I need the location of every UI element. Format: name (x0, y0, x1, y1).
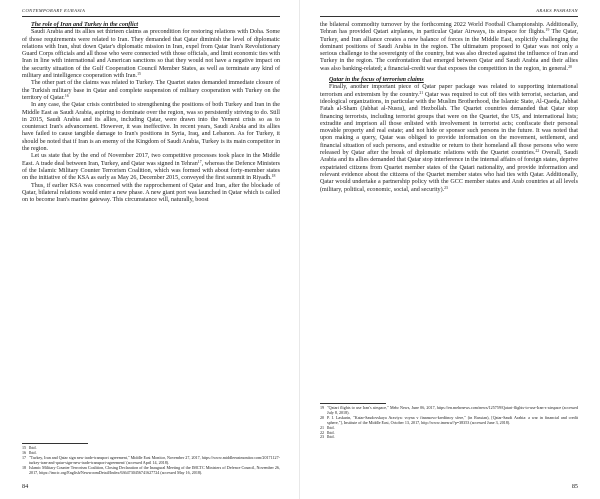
page-number-left: 84 (22, 483, 29, 490)
left-body-text (22, 22, 280, 204)
paragraph: Saudi Arabia and its allies set thirteen claims as precondition for restoring relations with Doha. Some of those requirements were related to Iran. They demanded that Qatar diminish the level of diplomatic relations with Iran, shut down Qatar's diplomatic mission in Iran, expel from Qatar Iran's Revolutionary Guard Corps officials and all those who were connected with those officials, and limit economic ties with Iran in line with international and American sanctions so that they would not have a negative impact on the security situation of the Gulf Cooperation Council Member States, as well as terminate any kind of military and intelligence cooperation with Iran.$^{15}$ (22, 29, 280, 80)
paragraph: Let us state that by the end of November 2017, two competitive processes took place in the Middle East. A trade deal between Iran, Turkey, and Qatar was signed in Tehran$^{17}$, whereas the Defence Ministers of the Islamic Military Counter Terrorism Coalition, which was formed with about forty-member states on the initiative of the KSA as early as May 26, December 2015, conveyed the first summit in Riyadh.$^{18}$ (22, 153, 281, 182)
footnotes-right (320, 403, 578, 440)
footnote: 21 Ibid. (320, 424, 335, 430)
footnote-ref[interactable]: 20 (568, 64, 572, 69)
right-body-text (320, 22, 578, 194)
footnote: 18 Islamic Military Counter Terrorism Coalition, Closing Declaration of the Inaugural Meeting of the IMCTC Ministers of Defence Council, November 26, 2017, https://imctc.org/English/NewsroomDetail/Index/6364730456741627724 (accessed May 16, 2018). (22, 464, 280, 475)
footnote-ref[interactable]: 21 (419, 90, 424, 95)
running-head-right: ARAKS PASHAYAN (536, 8, 578, 13)
right-page (300, 0, 600, 499)
header-rule (320, 16, 578, 17)
footnote: 16 Ibid. (22, 449, 37, 455)
footnote: 23 Ibid. (320, 434, 335, 440)
header-rule (22, 16, 280, 17)
paragraph: the bilateral commodity turnover by the forthcoming 2022 World Football Championship. Additionally, Tehran has provided Qatari airplanes, in particular Qatar Airways, its airspace for flights.$^{19}$ The Qatar, Turkey, and Iran alliance creates a new balance of forces in the Middle East, explicitly challenging the dominant positions of Saudi Arabia in the region. The ultimatum proposed to Qatar was not only a serious challenge to the sovereignty of the country, but was also directed against the influence of Iran and Turkey in the region. The confrontation that emerged between Qatar and Saudi Arabia and their allies was also banking-related; a financial-credit war that exposes the competition in the region, in general.$^{20}$ (320, 22, 578, 72)
footnote: 15 Ibid. (22, 445, 37, 450)
page-number-right: 85 (571, 483, 578, 490)
footnotes-left (22, 443, 280, 475)
footnote-ref[interactable]: 17 (197, 159, 202, 164)
footnote: 22 Ibid. (320, 429, 335, 435)
paragraph: Finally, another important piece of Qatar paper package was related to supporting international terrorism and extremism by the country.$^{21}$ Qatar was required to cut off ties with terrorist, sectarian, and ideological organizations, in particular with the Muslim Brotherhood, the Islamic State, Al-Qaeda, Jabhat Fatah al-Sham (Jabhat al-Nusra), and Hezbollah. The Quartet countries demanded that Qatar stop financing terrorists, including terrorist groups that were on the Quartet, the US, and international lists; extradite and imprison all those enlisted with involvement in terrorist acts; confiscate their personal movable property and real estate; and not hide or sponsor such persons in the future. It was noted that upon making a query, Qatar was obliged to provide information on the movement, settlement, and financial situation of such persons, and extradite or return to their homeland all those persons who were released by Qatar after the break of diplomatic relations with the Quartet countries.$^{22}$ Overall, Saudi Arabia and its allies demanded that Qatar stop interference in the internal affairs of foreign states, deprive expatriated citizens from Quartet member states of the Qatari nationality, and provide information and relevant evidence about the citizens of the Quartet member states who had ties with Qatar. Additionally, Qatar would undertake a partnership policy with the GCC member states and Arab countries at all levels (military, political, economic, social, and security).$^{23}$ (320, 84, 578, 193)
footnote-ref[interactable]: 18 (271, 174, 276, 179)
section-heading: The role of Iran and Turkey in the conflict (31, 22, 139, 28)
paragraph: In any case, the Qatar crisis contributed to strengthening the positions of both Turkey and Iran in the Middle East as Saudi Arabia, aspiring to dominate over the region, was so persistently striving to do. Still in 2015, Saudi Arabia and its allies, including Qatar, were drawn into the Yemeni crisis so as to counteract Iran's advancement. However, it was ineffective. In recent years, Saudi Arabia and its allies have failed to cause tangible damage to Iran's positions in Syria, Iraq, and Lebanon. As for Turkey, it should be noted that if Iran is an enemy of the Kingdom of Saudi Arabia, Turkey is its main competitor in the region. (22, 102, 280, 153)
footnote-rule (320, 403, 386, 404)
footnote-ref[interactable]: 15 (137, 71, 141, 76)
footnote: 20 P. I. Laskarin, "Katar-Saudovskaya Araviya: voyna v finansovo-kreditnoy sfere," (in Russian), [Qatar-Saudi Arabia: a war in financial and credit sphere,"], Institute of the Middle East, October 13, 2017, http://www.imesru/?p=38353 (accessed June 3, 2018). (320, 414, 578, 425)
running-head-left: CONTEMPORARY EURASIA (22, 8, 86, 13)
footnote-ref[interactable]: 16 (64, 93, 69, 98)
footnote-ref[interactable]: 22 (535, 148, 540, 153)
footnote: 19 "Qatari flights to use Iran's airspace," Mehr News, June 06, 2017, https://en.mehrnews.com/news/125759/Qatari-flights-to-use-Iran-s-airspace (accessed July 8, 2018). (320, 405, 578, 415)
paragraph: Thus, if earlier KSA was concerned with the rapprochement of Qatar and Iran, after the blockade of Qatar, bilateral relations would enter a new phase. A new giant port was launched in Qatar which is called on to become Iran's marine gateway. This circumstance will, naturally, boost (22, 182, 280, 204)
footnote-ref[interactable]: 19 (545, 28, 550, 33)
footnote-ref[interactable]: 23 (444, 185, 448, 190)
footnote-rule (22, 443, 88, 444)
section-heading: Qatar in the focus of terrorism claims (329, 77, 424, 84)
paragraph: The other part of the claims was related to Turkey. The Quartet states demanded immediate closure of the Turkish military base in Qatar and complete suspension of military cooperation with Turkey on the territory of Qatar.$^{16}$ (22, 80, 280, 101)
footnote: 17 "Turkey, Iran and Qatar sign new trade-transport agreement," Middle East Monitor, November 27, 2017, https://www.middleeastmonitor.com/20171127-turkey-iran-and-qatar-sign-new-trade-transport-agreement/ (accessed April 14, 2018). (22, 454, 280, 465)
